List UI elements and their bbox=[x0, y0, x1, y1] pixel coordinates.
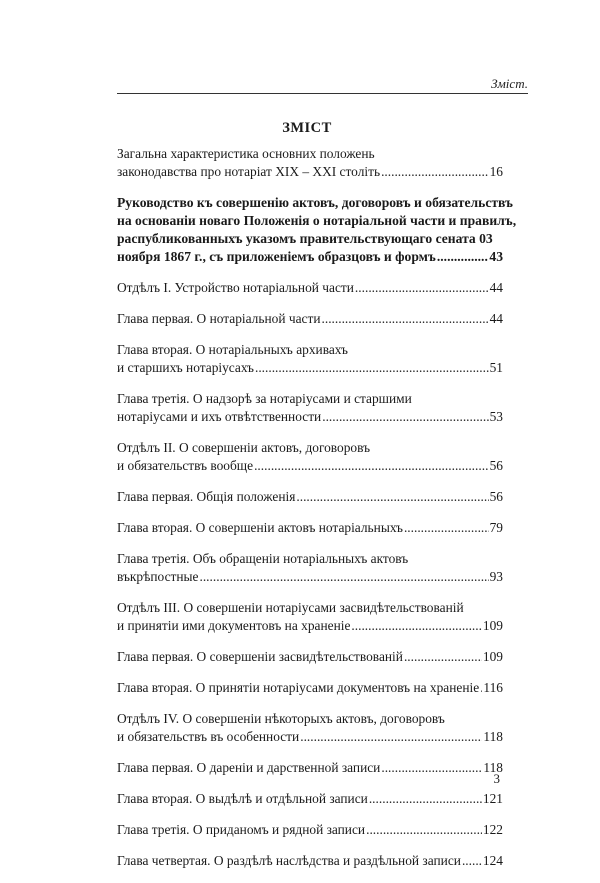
toc-entry-leader-line bbox=[117, 852, 503, 870]
dot-leader bbox=[480, 679, 482, 697]
toc-entry-line: Загальна характеристика основних положень bbox=[117, 146, 375, 161]
toc-entry bbox=[117, 488, 503, 506]
toc-entry-line: Глава третія. О надзорѣ за нотаріусами и старшими bbox=[117, 391, 412, 406]
dot-leader bbox=[366, 821, 482, 839]
toc-entry-leader-line bbox=[117, 790, 503, 808]
toc-entry bbox=[117, 310, 503, 328]
toc-entry-page: 44 bbox=[489, 280, 503, 295]
toc-entry-line: Руководство къ совершенію актовъ, договоровъ и обязательствъ bbox=[117, 195, 513, 210]
toc-entry-page: 116 bbox=[483, 680, 503, 695]
dot-leader bbox=[300, 728, 482, 746]
dot-leader bbox=[322, 310, 489, 328]
toc-entry-leader-line bbox=[117, 821, 503, 839]
toc-entry-leader-line bbox=[117, 457, 503, 475]
toc-entry-title: Глава первая. Общія положенія bbox=[117, 489, 296, 504]
toc-entry-title: Отдѣлъ I. Устройство нотаріальной части bbox=[117, 280, 354, 295]
toc-entry-page: 56 bbox=[489, 489, 503, 504]
toc-entry bbox=[117, 599, 503, 635]
running-head: Зміст. bbox=[491, 76, 528, 91]
toc-entry-page: 44 bbox=[489, 311, 503, 326]
toc-title: ЗМІСТ bbox=[282, 120, 332, 136]
toc-entry bbox=[117, 648, 503, 666]
toc-entry-page: 79 bbox=[489, 520, 503, 535]
toc-entry-title: Глава вторая. О принятіи нотаріусами документовъ на храненіе bbox=[117, 680, 480, 695]
dot-leader bbox=[462, 852, 482, 870]
dot-leader bbox=[351, 617, 482, 635]
toc-entry-page: 121 bbox=[482, 791, 503, 806]
dot-leader bbox=[255, 359, 489, 377]
toc-entry-leader-line bbox=[117, 408, 503, 426]
toc-entry-leader-line bbox=[117, 279, 503, 297]
dot-leader bbox=[381, 163, 489, 181]
toc-entry bbox=[117, 852, 503, 870]
toc-entry bbox=[117, 710, 503, 746]
toc-entry-leader-line bbox=[117, 359, 503, 377]
dot-leader bbox=[369, 790, 482, 808]
toc-entry-page: 56 bbox=[489, 458, 503, 473]
toc-entry bbox=[117, 390, 503, 426]
toc-entry-leader-line bbox=[117, 488, 503, 506]
dot-leader bbox=[322, 408, 488, 426]
dot-leader bbox=[355, 279, 489, 297]
toc-entry-title: и обязательствъ вообще bbox=[117, 458, 254, 473]
toc-entry-title: Глава первая. О совершеніи засвидѣтельствованій bbox=[117, 649, 403, 664]
toc-entry bbox=[117, 679, 503, 697]
toc-entry-leader-line bbox=[117, 728, 503, 746]
toc-entry-page: 53 bbox=[489, 409, 503, 424]
toc-entry-leader-line bbox=[117, 648, 503, 666]
toc-entry-page: 118 bbox=[483, 760, 503, 775]
toc-entry-line: на основаніи новаго Положенія о нотаріальной части и правилъ, bbox=[117, 213, 517, 228]
toc-entry bbox=[117, 279, 503, 297]
toc-entry bbox=[117, 439, 503, 475]
toc-entry-title: въкрѣпостные bbox=[117, 569, 199, 584]
dot-leader bbox=[296, 488, 488, 506]
toc-entry-page: 43 bbox=[489, 249, 503, 264]
toc-entry bbox=[117, 145, 503, 181]
dot-leader bbox=[404, 519, 489, 537]
toc-entry bbox=[117, 341, 503, 377]
toc-entry-line: Отдѣлъ II. О совершеніи актовъ, договоровъ bbox=[117, 440, 371, 455]
toc-entry-leader-line bbox=[117, 310, 503, 328]
table-of-contents bbox=[117, 145, 517, 883]
toc-entry-leader-line bbox=[117, 617, 503, 635]
toc-entry-page: 109 bbox=[482, 649, 503, 664]
header-rule bbox=[117, 93, 528, 94]
toc-entry bbox=[117, 194, 517, 266]
toc-entry-page: 93 bbox=[489, 569, 503, 584]
toc-entry-title: и обязательствъ въ особенности bbox=[117, 729, 300, 744]
toc-entry-page: 122 bbox=[482, 822, 503, 837]
toc-entry-title: Глава третія. О приданомъ и рядной записи bbox=[117, 822, 366, 837]
toc-entry-line: Глава вторая. О нотаріальныхъ архивахъ bbox=[117, 342, 348, 357]
toc-entry bbox=[117, 821, 503, 839]
toc-entry-title: Глава вторая. О совершеніи актовъ нотаріальныхъ bbox=[117, 520, 403, 535]
toc-entry-line: Отдѣлъ IV. О совершеніи нѣкоторыхъ актовъ, договоровъ bbox=[117, 711, 445, 726]
toc-entry-leader-line bbox=[117, 163, 503, 181]
toc-entry bbox=[117, 759, 503, 777]
toc-entry-leader-line bbox=[117, 519, 503, 537]
toc-entry-title: Глава первая. О нотаріальной части bbox=[117, 311, 321, 326]
toc-entry bbox=[117, 519, 503, 537]
toc-entry-line: распубликованныхъ указомъ правительствующаго сената 03 bbox=[117, 231, 493, 246]
toc-entry-title: и старшихъ нотаріусахъ bbox=[117, 360, 254, 375]
toc-entry-leader-line bbox=[117, 248, 503, 266]
dot-leader bbox=[199, 568, 488, 586]
toc-entry bbox=[117, 550, 503, 586]
toc-entry-page: 118 bbox=[483, 729, 503, 744]
dot-leader bbox=[381, 759, 482, 777]
toc-entry-line: Глава третія. Объ обращеніи нотаріальныхъ актовъ bbox=[117, 551, 409, 566]
toc-entry-page: 109 bbox=[482, 618, 503, 633]
dot-leader bbox=[437, 248, 489, 266]
toc-entry-title: и принятіи ими документовъ на храненіе bbox=[117, 618, 351, 633]
toc-entry-title: нотаріусами и ихъ отвѣтственности bbox=[117, 409, 322, 424]
toc-entry-leader-line bbox=[117, 759, 503, 777]
toc-entry-line: Отдѣлъ III. О совершеніи нотаріусами засвидѣтельствованій bbox=[117, 600, 464, 615]
toc-entry-page: 16 bbox=[489, 164, 503, 179]
toc-entry-title: Глава четвертая. О раздѣлѣ наслѣдства и раздѣльной записи bbox=[117, 853, 461, 868]
dot-leader bbox=[404, 648, 482, 666]
toc-entry bbox=[117, 790, 503, 808]
page-number: 3 bbox=[493, 771, 500, 786]
toc-entry-leader-line bbox=[117, 679, 503, 697]
toc-entry-title: Глава первая. О дареніи и дарственной записи bbox=[117, 760, 381, 775]
toc-entry-title: Глава вторая. О выдѣлѣ и отдѣльной записи bbox=[117, 791, 368, 806]
dot-leader bbox=[254, 457, 489, 475]
toc-entry-title: законодавства про нотаріат XIX – XXI століть bbox=[117, 164, 381, 179]
toc-entry-page: 124 bbox=[482, 853, 503, 868]
toc-entry-leader-line bbox=[117, 568, 503, 586]
toc-entry-page: 51 bbox=[489, 360, 503, 375]
toc-entry-title: ноября 1867 г., съ приложеніемъ образцовъ и формъ bbox=[117, 249, 436, 264]
